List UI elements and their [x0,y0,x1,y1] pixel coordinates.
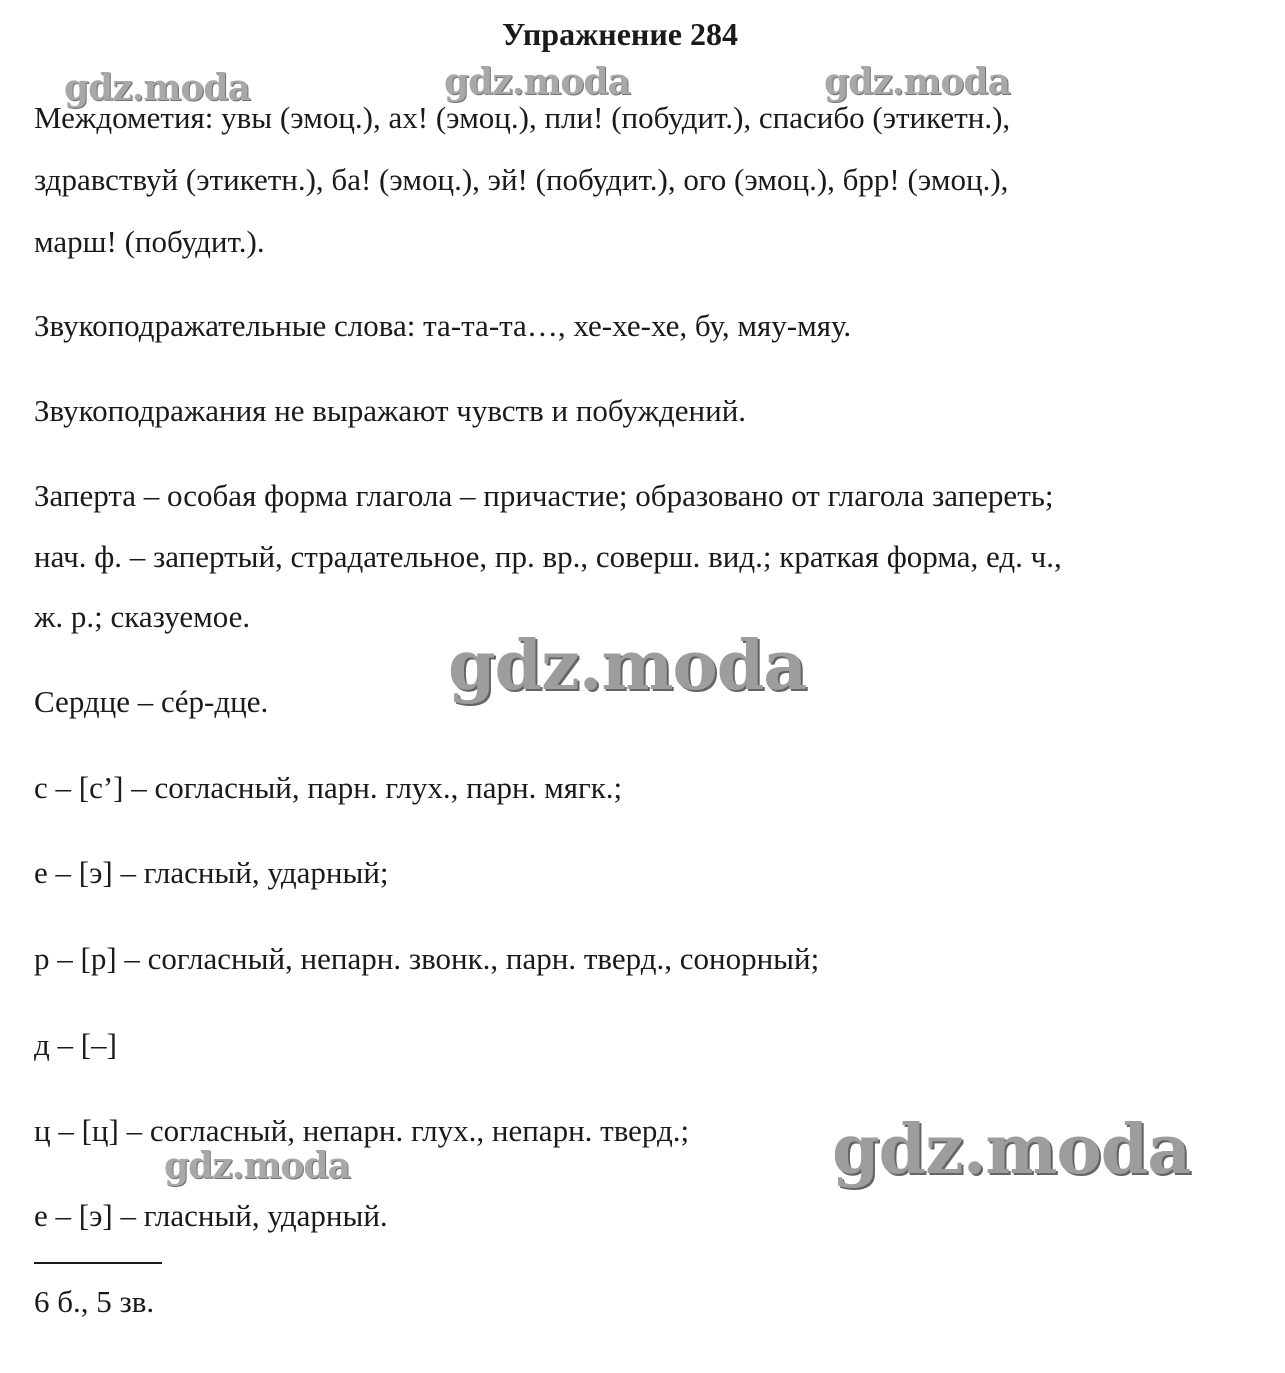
participle-line-3: ж. р.; сказуемое. [34,599,251,634]
phonetics-line-ts: ц – [ц] – согласный, непарн. глух., непарн. тверд.; [34,1113,690,1148]
summary-line: 6 б., 5 зв. [34,1284,155,1319]
watermark: gdz.moda [64,67,250,109]
interjections-line-1: Междометия: увы (эмоц.), ах! (эмоц.), пли! (побудит.), спасибо (этикетн.), [34,100,1011,135]
phonetics-line-d: д – [–] [34,1027,117,1062]
phonetics-line-e1: е – [э] – гласный, ударный; [34,855,389,890]
summary-divider [34,1262,162,1264]
interjections-line-3: марш! (побудит.). [34,224,265,259]
phonetics-line-s: с – [с’] – согласный, парн. глух., парн. мягк.; [34,770,623,805]
phonetics-line-e2: е – [э] – гласный, ударный. [34,1198,388,1233]
onomatopoeia-line: Звукоподражательные слова: та-та-та…, хе-хе-хе, бу, мяу-мяу. [34,308,852,343]
watermark: gdz.moda [164,1145,350,1187]
participle-line-1: Заперта – особая форма глагола – причастие; образовано от глагола запереть; [34,478,1054,513]
exercise-title: Упражнение 284 [501,16,738,52]
onomatopoeia-note-line: Звукоподражания не выражают чувств и побуждений. [34,393,747,428]
participle-line-2: нач. ф. – запертый, страдательное, пр. вр., соверш. вид.; краткая форма, ед. ч., [34,539,1062,574]
watermark: gdz.moda [448,626,807,706]
syllables-line: Сердце – сéр-дце. [34,684,269,719]
watermark: gdz.moda [832,1110,1191,1190]
watermark: gdz.moda [824,61,1010,103]
interjections-line-2: здравствуй (этикетн.), ба! (эмоц.), эй! (побудит.), ого (эмоц.), брр! (эмоц.), [34,162,1009,197]
phonetics-line-r: р – [р] – согласный, непарн. звонк., парн. тверд., сонорный; [34,941,820,976]
watermark: gdz.moda [444,61,630,103]
